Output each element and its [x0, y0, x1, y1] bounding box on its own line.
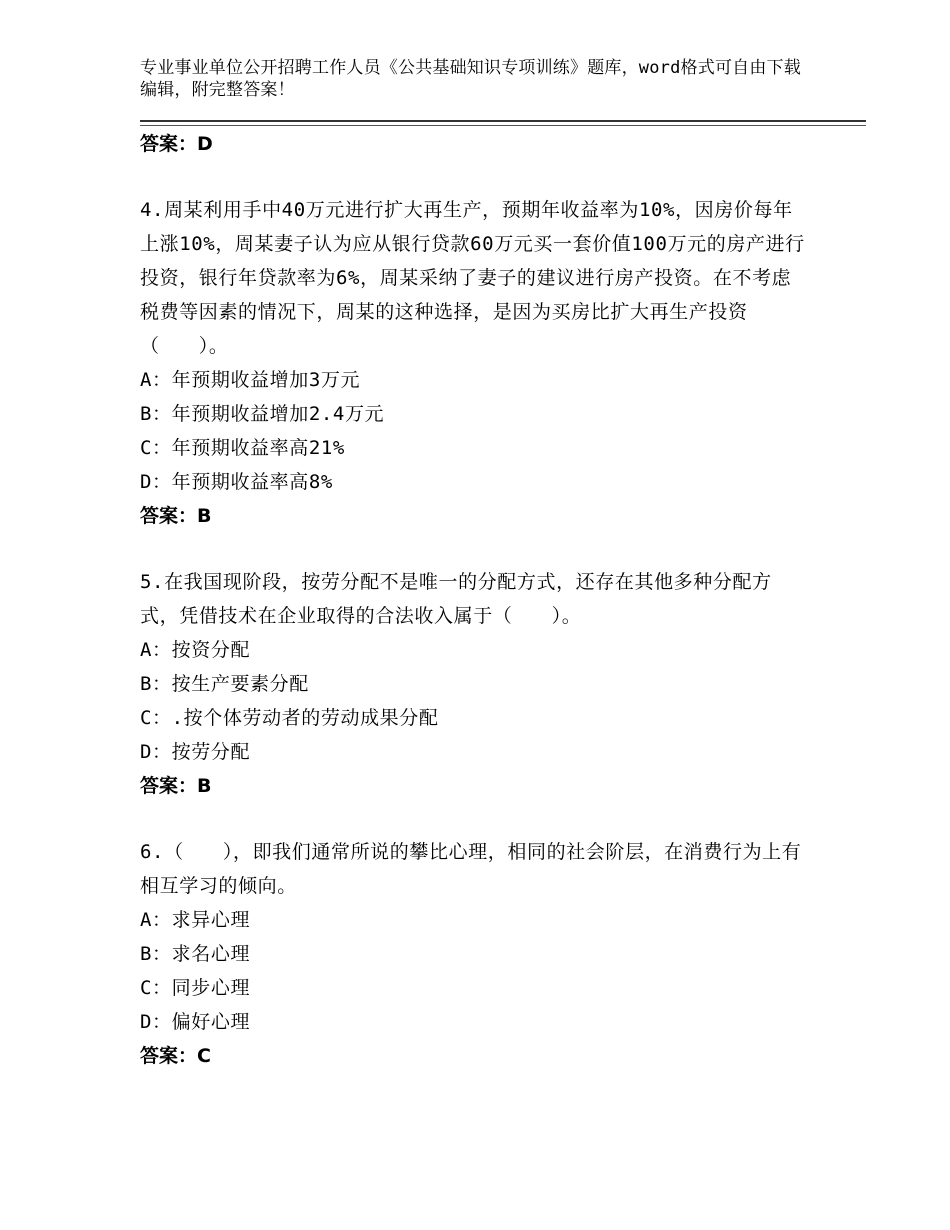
option-a: A：按资分配: [140, 639, 251, 661]
option-b: B：年预期收益增加2.4万元: [140, 403, 385, 425]
question-answer: 答案：B: [140, 505, 212, 527]
option-c: C：同步心理: [140, 977, 251, 999]
header-rule: [140, 120, 866, 122]
option-c: C：.按个体劳动者的劳动成果分配: [140, 707, 439, 729]
question-answer: 答案：C: [140, 1045, 211, 1067]
header-rule-secondary: [140, 125, 866, 126]
question-stem: 5.在我国现阶段，按劳分配不是唯一的分配方式，还存在其他多种分配方式，凭借技术在企业取得的合法收入属于（ ）。: [140, 571, 772, 627]
option-b: B：按生产要素分配: [140, 673, 309, 695]
question-5: [140, 565, 810, 803]
option-a: A：求异心理: [140, 909, 251, 931]
option-d: D：偏好心理: [140, 1011, 251, 1033]
previous-answer: 答案：D: [140, 133, 213, 155]
question-stem: 6.（ ），即我们通常所说的攀比心理，相同的社会阶层，在消费行为上有相互学习的倾向。: [140, 841, 802, 897]
question-answer: 答案：B: [140, 775, 212, 797]
option-a: A：年预期收益增加3万元: [140, 369, 361, 391]
option-b: B：求名心理: [140, 943, 251, 965]
question-6: [140, 835, 810, 1073]
question-stem: 4.周某利用手中40万元进行扩大再生产，预期年收益率为10%，因房价每年上涨10%，周某妻子认为应从银行贷款60万元买一套价值100万元的房产进行投资，银行年贷款率为6%，周某采纳了妻子的建议进行房产投资。在不考虑税费等因素的情况下，周某的这种选择，是因为买房比扩大再生产投资（ ）。: [140, 199, 805, 357]
option-d: D：年预期收益率高8%: [140, 471, 333, 493]
option-d: D：按劳分配: [140, 741, 251, 763]
page-header: 专业事业单位公开招聘工作人员《公共基础知识专项训练》题库，word格式可自由下载编辑，附完整答案！: [140, 58, 801, 100]
option-c: C：年预期收益率高21%: [140, 437, 345, 459]
document-body: [140, 127, 810, 1073]
question-4: [140, 193, 810, 533]
